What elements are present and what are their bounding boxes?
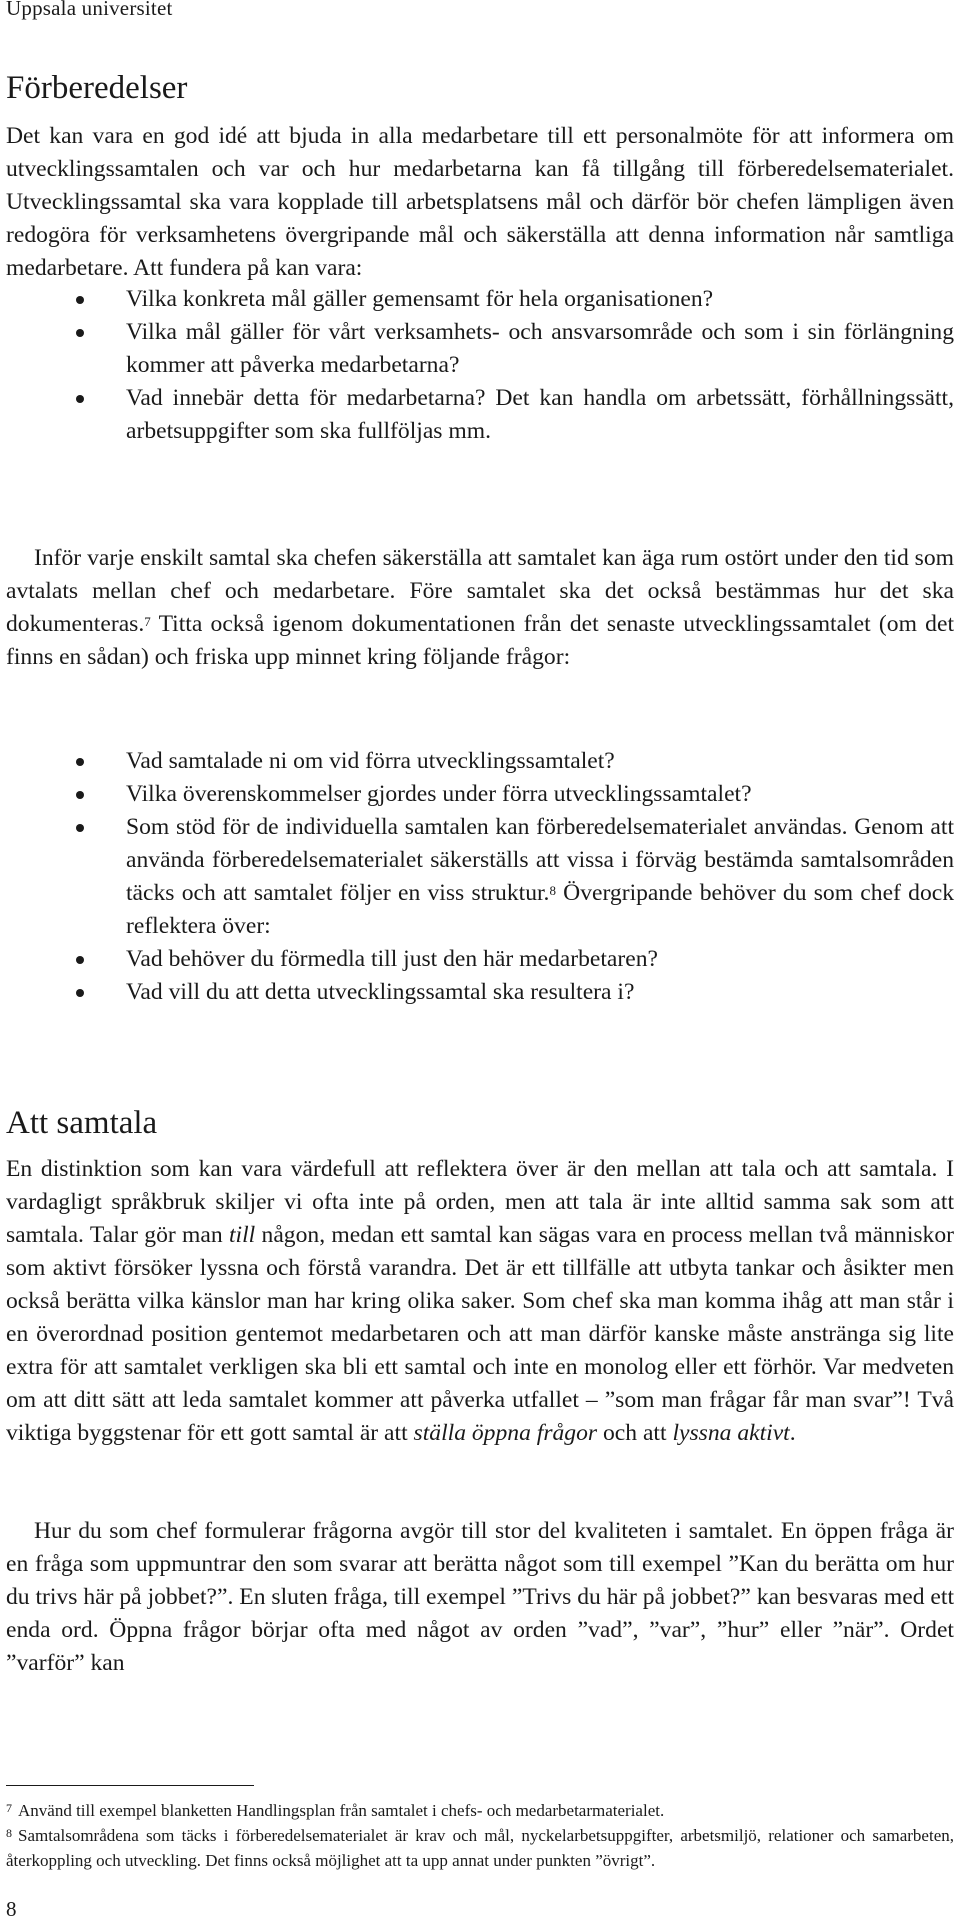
bullet-list-goals	[6, 283, 954, 448]
paragraph-text: Inför varje enskilt samtal ska chefen säkerställa att samtalet kan äga rum ostört under den tid som avtalats mellan chef och medarbetare. Före samtalet ska det också bestämmas hur det ska dokumenteras.	[6, 545, 954, 637]
bullet-icon	[76, 329, 84, 337]
paragraph-text: En distinktion som kan vara värdefull att reflektera över är den mellan att tala och att samtala. I vardagligt språkbruk skiljer vi ofta inte på orden, men att tala är inte alltid samma sak som att samtala. Talar gör man	[6, 1156, 954, 1248]
paragraph-open-questions: Hur du som chef formulerar frågorna avgör till stor del kvaliteten i samtalet. En öppen fråga är en fråga som uppmuntrar den som svarar att berätta något som till exempel ”Kan du berätta om hur du trivs här på jobbet?”. En sluten fråga, till exempel ”Trivs du här på jobbet?” kan besvaras med ett enda ord. Öppna frågor börjar ofta med något av orden ”vad”, ”var”, ”hur” eller ”när”. Ordet ”varför” kan	[6, 1518, 954, 1676]
list-item-text: Vilka överenskommelser gjordes under förra utvecklingssamtalet?	[126, 781, 752, 807]
paragraph-talk-vs-conversation	[6, 1153, 954, 1450]
footnote-8	[6, 1823, 954, 1873]
list-item-text: Vad vill du att detta utvecklingssamtal ska resultera i?	[126, 979, 635, 1005]
footnote-divider	[6, 1785, 254, 1786]
footnote-number: 7	[6, 1801, 12, 1815]
list-item-text: Vad behöver du förmedla till just den här medarbetaren?	[126, 946, 658, 972]
section-heading-forberedelser: Förberedelser	[6, 70, 188, 106]
bullet-list-questions	[6, 745, 954, 1009]
footnote-7	[6, 1798, 954, 1823]
running-header: Uppsala universitet	[6, 0, 173, 20]
emphasis-text: till	[228, 1222, 256, 1248]
paragraph-text: och att	[597, 1420, 673, 1446]
list-item	[6, 778, 954, 811]
emphasis-text: ställa öppna frågor	[413, 1420, 598, 1446]
bullet-icon	[76, 791, 84, 799]
footnote-number: 8	[6, 1826, 12, 1840]
list-item-text: Övergripande behöver du som chef dock reflektera över:	[126, 880, 955, 939]
list-item	[6, 382, 954, 448]
list-item	[6, 283, 954, 316]
list-item	[6, 745, 954, 778]
list-item-text: Som stöd för de individuella samtalen kan förberedelsematerialet användas. Genom att använda förberedelsematerialet säkerställs att vissa i förväg bestämda samtalsområden täcks och att samtalet följer en viss struktur.	[126, 814, 954, 906]
paragraph-before-talk	[6, 542, 954, 674]
bullet-icon	[76, 296, 84, 304]
bullet-icon	[76, 758, 84, 766]
list-item	[6, 943, 954, 976]
list-item-text: Vilka mål gäller för vårt verksamhets- och ansvarsområde och som i sin förlängning kommer att påverka medarbetarna?	[126, 319, 954, 378]
paragraph-text: .	[789, 1420, 796, 1446]
paragraph-intro: Det kan vara en god idé att bjuda in alla medarbetare till ett personalmöte för att informera om utvecklingssamtalen och var och hur medarbetarna kan få tillgång till förberedelsematerialet. Utvecklingssamtal ska vara kopplade till arbetsplatsens mål och därför bör chefen lämpligen även redogöra för verksamhetens övergripande mål och säkerställa att denna information når samtliga medarbetare. Att fundera på kan vara:	[6, 123, 954, 281]
bullet-icon	[76, 989, 84, 997]
list-item	[6, 811, 954, 943]
list-item-text: Vad samtalade ni om vid förra utvecklingssamtalet?	[126, 748, 615, 774]
list-item	[6, 976, 954, 1009]
bullet-icon	[76, 395, 84, 403]
list-item-text: Vilka konkreta mål gäller gemensamt för hela organisationen?	[126, 286, 714, 312]
paragraph-text: Titta också igenom dokumentationen från det senaste utvecklingssamtalet (om det finns en sådan) och friska upp minnet kring följande frågor:	[6, 611, 954, 670]
list-item-text: Vad innebär detta för medarbetarna? Det kan handla om arbetssätt, förhållningssätt, arbetsuppgifter som ska fullföljas mm.	[126, 385, 954, 444]
paragraph-text: någon, medan ett samtal kan sägas vara en process mellan två människor som aktivt försöker lyssna och förstå varandra. Det är ett tillfälle att utbyta tankar och åsikter men också berätta vilka känslor man har kring olika saker. Som chef ska man komma ihåg att man står i en överordnad position gentemot medarbetaren och att man därför kanske måste anstränga sig lite extra för att samtalet verkligen ska bli ett samtal och inte en monolog eller ett förhör. Var medveten om att ditt sätt att leda samtalet kommer att påverka utfallet – ”som man frågar får man svar”! Två viktiga byggstenar för ett gott samtal är att	[6, 1222, 955, 1446]
list-item	[6, 316, 954, 382]
footnote-text: Använd till exempel blanketten Handlingsplan från samtalet i chefs- och medarbetarmaterialet.	[18, 1801, 665, 1820]
page-number: 8	[6, 1897, 17, 1921]
bullet-icon	[76, 956, 84, 964]
footnote-ref-7: 7	[144, 614, 151, 629]
footnote-ref-8: 8	[549, 883, 556, 898]
section-heading-att-samtala: Att samtala	[6, 1105, 158, 1141]
bullet-icon	[76, 824, 84, 832]
footnote-text: Samtalsområdena som täcks i förberedelsematerialet är krav och mål, nyckelarbetsuppgifter, arbetsmiljö, relationer och samarbeten, återkoppling och utveckling. Det finns också möjlighet att ta upp annat under punkten ”övrigt”.	[6, 1826, 954, 1870]
emphasis-text: lyssna aktivt	[672, 1420, 790, 1446]
